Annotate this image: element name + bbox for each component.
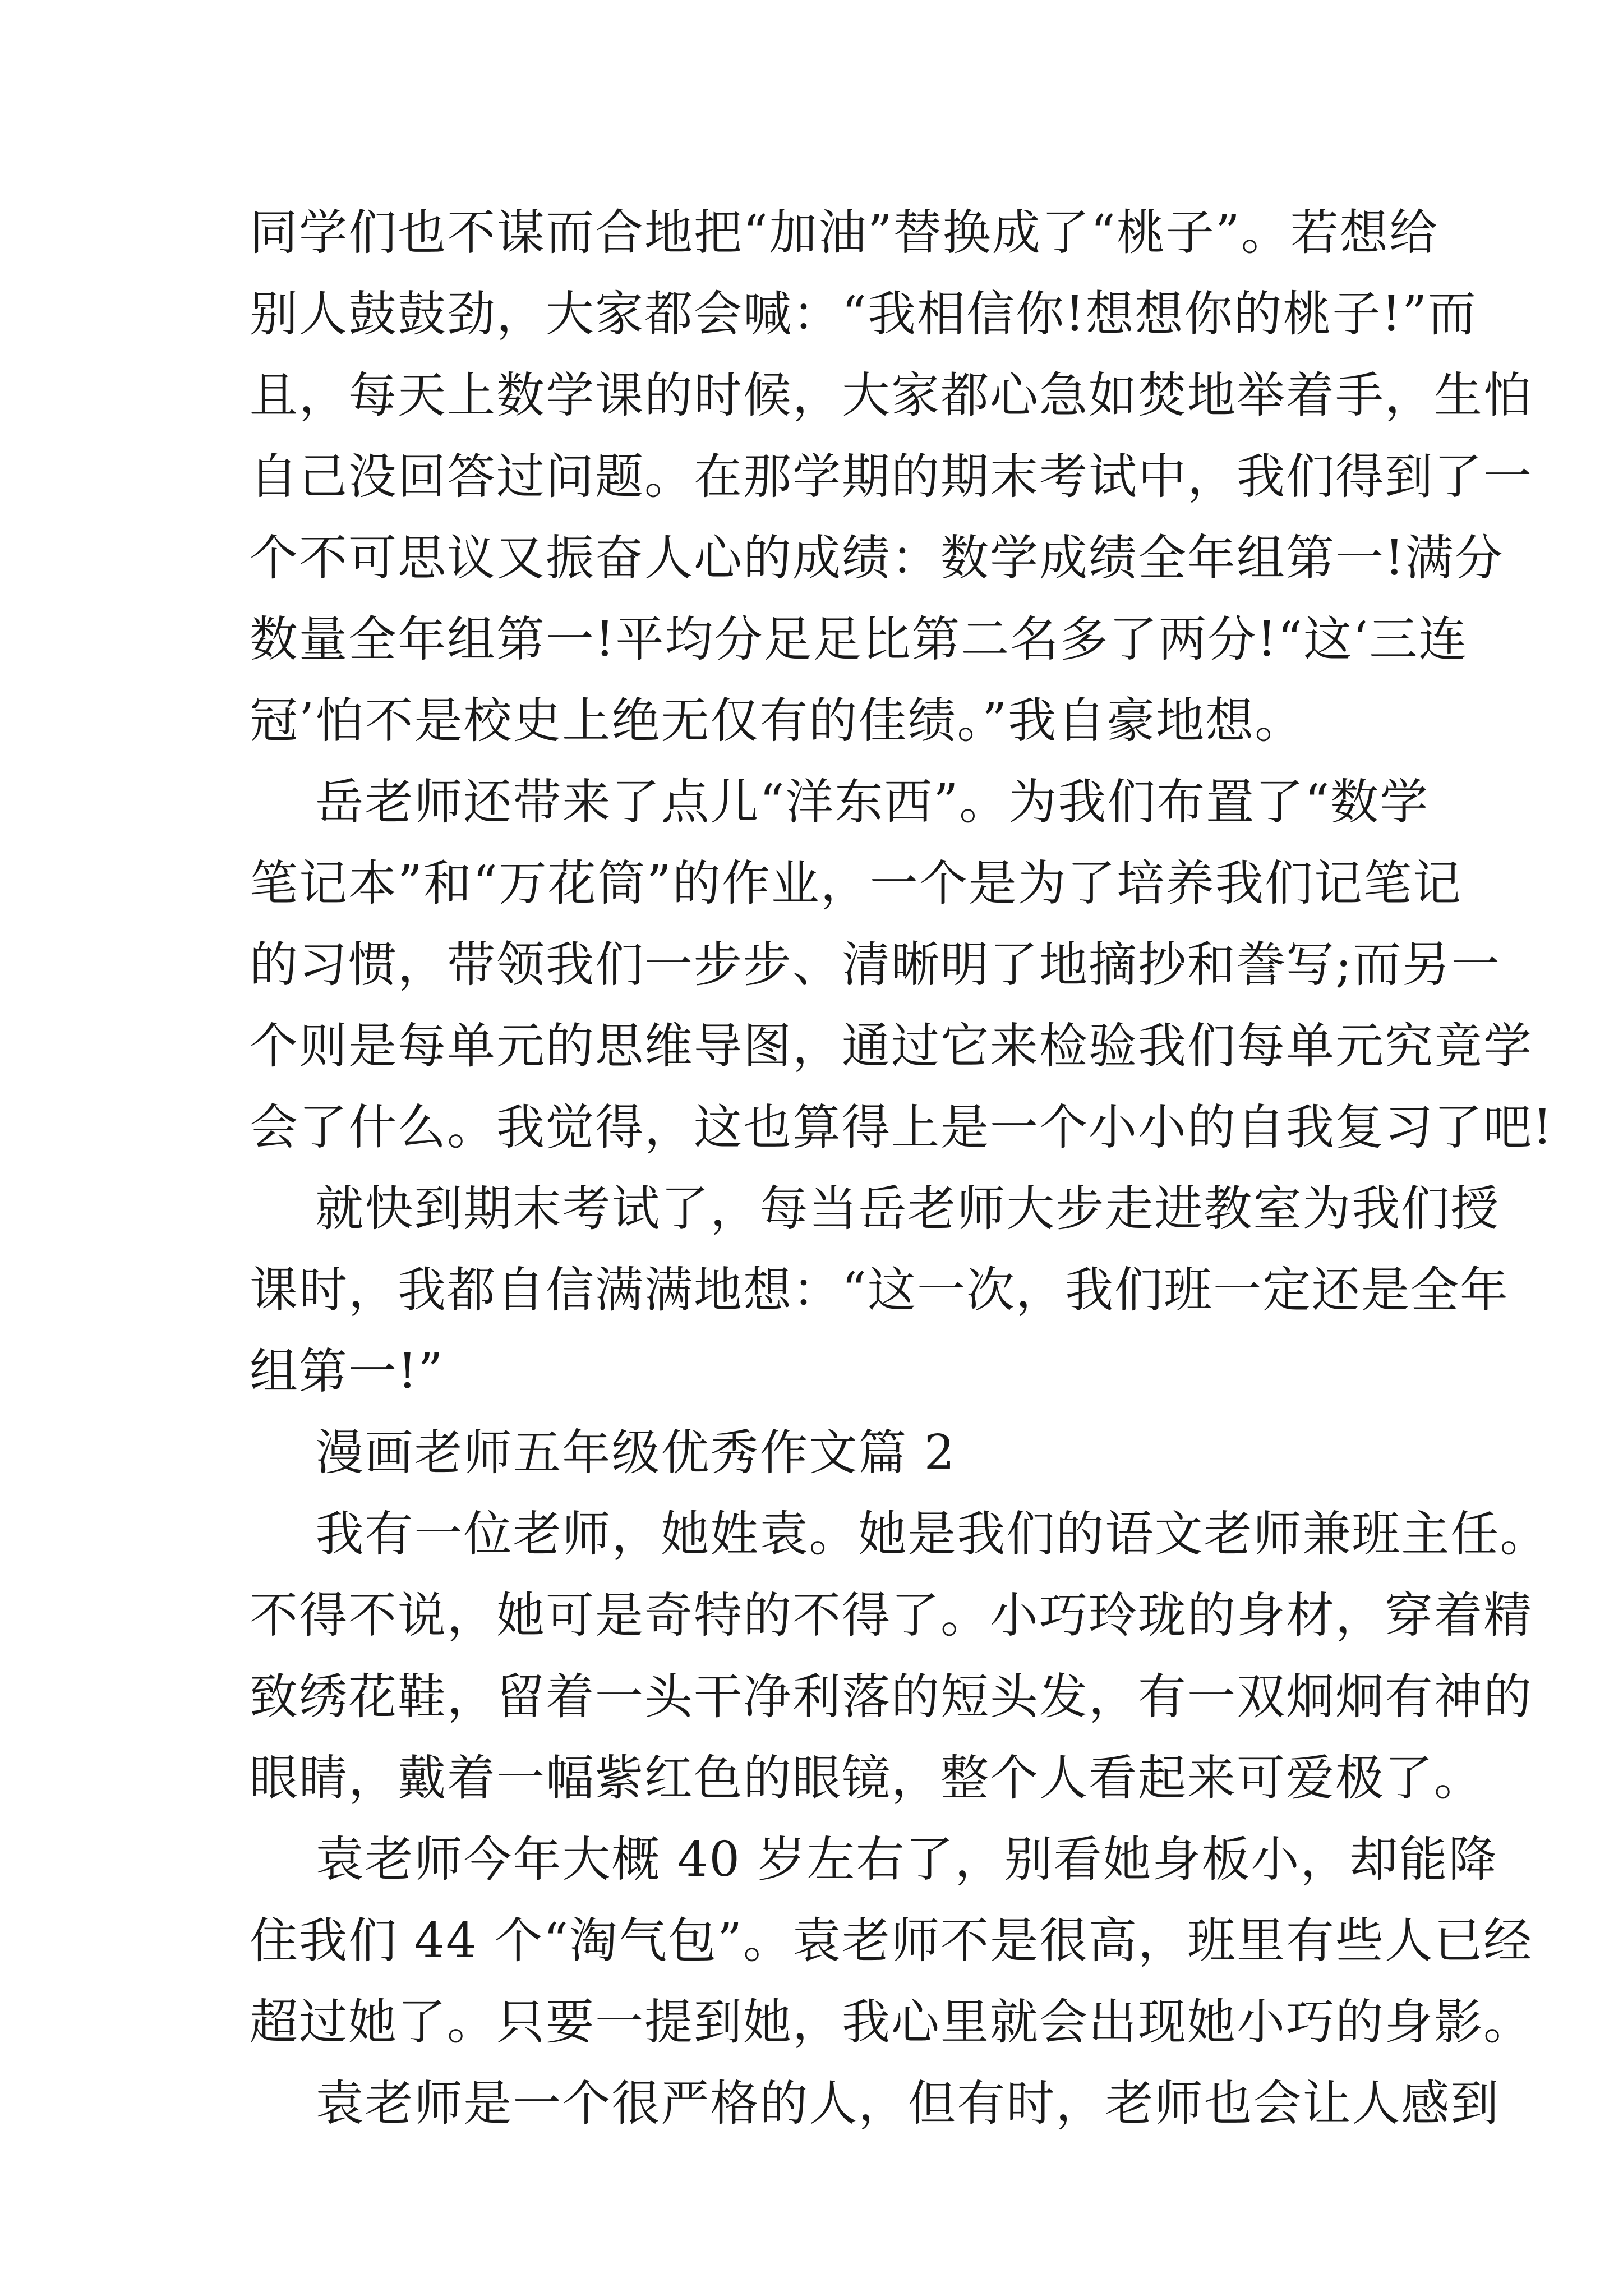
text-line: 袁老师是一个很严格的人，但有时，老师也会让人感到 xyxy=(250,2076,1500,2132)
text-line: 住我们 44 个“淘气包”。袁老师不是很高，班里有些人已经 xyxy=(250,1913,1533,1969)
text-line: 不得不说，她可是奇特的不得了。小巧玲珑的身材，穿着精 xyxy=(250,1588,1533,1644)
text-line: 个不可思议又振奋人心的成绩：数学成绩全年组第一!满分 xyxy=(250,530,1504,586)
text-line: 就快到期末考试了，每当岳老师大步走进教室为我们授 xyxy=(250,1181,1500,1237)
section-heading: 漫画老师五年级优秀作文篇 2 xyxy=(250,1425,956,1481)
text-line: 的习惯，带领我们一步步、清晰明了地摘抄和誊写;而另一 xyxy=(250,937,1501,993)
text-line: 袁老师今年大概 40 岁左右了，别看她身板小，却能降 xyxy=(250,1832,1498,1888)
text-line: 组第一!” xyxy=(250,1343,444,1400)
text-line: 课时，我都自信满满地想：“这一次，我们班一定还是全年 xyxy=(250,1262,1509,1318)
text-line: 同学们也不谋而合地把“加油”替换成了“桃子”。若想给 xyxy=(250,205,1438,261)
text-line: 冠’怕不是校史上绝无仅有的佳绩。”我自豪地想。 xyxy=(250,693,1304,749)
text-line: 眼睛，戴着一幅紫红色的眼镜，整个人看起来可爱极了。 xyxy=(250,1750,1483,1806)
text-line: 自己没回答过问题。在那学期的期末考试中，我们得到了一 xyxy=(250,449,1533,505)
text-line: 会了什么。我觉得，这也算得上是一个小小的自我复习了吧! xyxy=(250,1099,1553,1156)
text-line: 岳老师还带来了点儿“洋东西”。为我们布置了“数学 xyxy=(250,774,1430,830)
text-line: 别人鼓鼓劲，大家都会喊：“我相信你!想想你的桃子!”而 xyxy=(250,286,1478,342)
text-line: 我有一位老师，她姓袁。她是我们的语文老师兼班主任。 xyxy=(250,1506,1550,1562)
text-line: 笔记本”和“万花筒”的作业，一个是为了培养我们记笔记 xyxy=(250,855,1462,912)
text-line: 且，每天上数学课的时候，大家都心急如焚地举着手，生怕 xyxy=(250,367,1533,424)
text-line: 致绣花鞋，留着一头干净利落的短头发，有一双炯炯有神的 xyxy=(250,1669,1533,1725)
text-line: 超过她了。只要一提到她，我心里就会出现她小巧的身影。 xyxy=(250,1994,1533,2050)
text-line: 数量全年组第一!平均分足足比第二名多了两分!“这‘三连 xyxy=(250,611,1468,668)
text-line: 个则是每单元的思维导图，通过它来检验我们每单元究竟学 xyxy=(250,1018,1533,1074)
